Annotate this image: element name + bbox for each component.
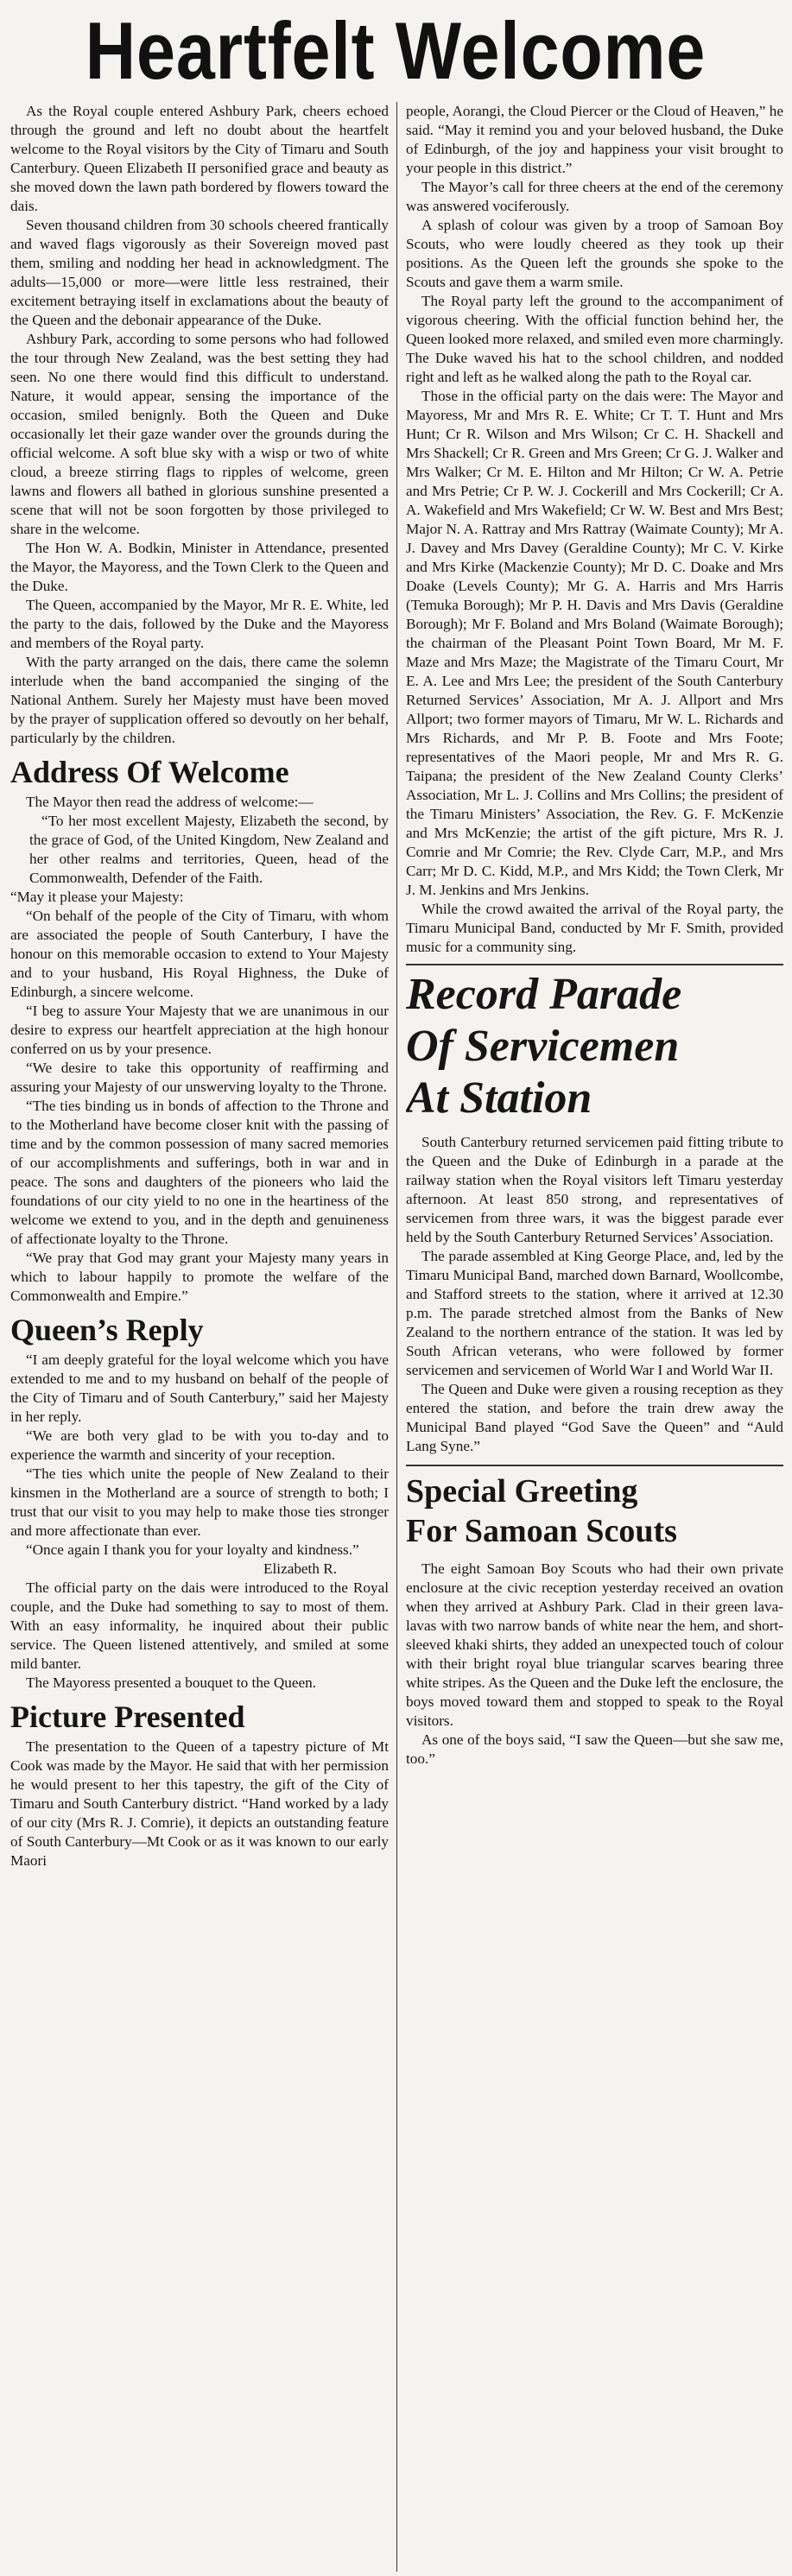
headline-line: At Station: [406, 1073, 592, 1123]
article-paragraph: The eight Samoan Boy Scouts who had their own private enclosure at the civic reception yesterday received an ovation when they arrived at Ashbury Park. Clad in their green lava-lavas with two narrow bands of white near the hem, and short-sleeved khaki shirts, they added an unexpected touch of colour with their bright royal blue triangular scarves bearing three white stripes. As the Queen and the Duke left the enclosure, the boys moved toward them and stopped to speak to the Royal visitors.: [406, 1560, 783, 1729]
reply-signature: Elizabeth R.: [263, 1560, 337, 1577]
subheading-picture: Picture Presented: [10, 1699, 245, 1734]
article-paragraph: The official party on the dais were introduced to the Royal couple, and the Duke had something to say to most of them. With an easy informality, he inquired about their public service. The Queen listened attentively, and smiled at some mild banter.: [10, 1579, 389, 1672]
article-paragraph: While the crowd awaited the arrival of the Royal party, the Timaru Municipal Band, conducted by Mr F. Smith, provided music for a community sing.: [406, 901, 783, 955]
address-paragraph: “On behalf of the people of the City of Timaru, with whom are associated the people of South Canterbury, I have the honour on this memorable occasion to extend to Your Majesty and to your husband, His Royal Highness, the Duke of Edinburgh, a sincere welcome.: [10, 908, 389, 1000]
column-divider: [396, 102, 397, 2572]
headline-record-parade: [406, 969, 783, 1124]
article-paragraph: A splash of colour was given by a troop of Samoan Boy Scouts, who were loudly cheered as they took up their positions. As the Queen left the grounds she spoke to the Scouts and gave them a warm smile.: [406, 217, 783, 290]
section-rule: [406, 1465, 783, 1466]
address-paragraph: “We desire to take this opportunity of reaffirming and assuring your Majesty of our unswerving loyalty to the Throne.: [10, 1060, 389, 1095]
subheading-reply: Queen’s Reply: [10, 1313, 204, 1347]
address-paragraph: “May it please your Majesty:: [10, 889, 184, 905]
article-paragraph: The Mayor’s call for three cheers at the end of the ceremony was answered vociferously.: [406, 179, 783, 214]
article-paragraph: The Royal party left the ground to the accompaniment of vigorous cheering. With the official function behind her, the Queen looked more relaxed, and smiled even more charmingly. The Duke waved his hat to the school children, and nodded right and left as he walked along the path to the Royal car.: [406, 293, 783, 385]
section-rule: [406, 964, 783, 965]
subheading-address: Address Of Welcome: [10, 755, 289, 789]
article-paragraph: South Canterbury returned servicemen paid fitting tribute to the Queen and the Duke of Edinburgh in a parade at the railway station when the Royal visitors left Timaru yesterday afternoon. At least 850 strong, and representatives of servicemen from three wars, it was the biggest parade ever held by the South Canterbury Returned Services’ Association.: [406, 1134, 783, 1245]
page-headline: Heartfelt Welcome: [85, 5, 706, 96]
article-paragraph: As the Royal couple entered Ashbury Park, cheers echoed through the ground and left no doubt about the heartfelt welcome to the Royal visitors by the City of Timaru and South Canterbury. Queen Elizabeth II personified grace and beauty as she moved down the lawn path bordered by flowers toward the dais.: [10, 103, 389, 214]
address-paragraph: “I beg to assure Your Majesty that we are unanimous in our desire to express our heartfelt appreciation at the high honour conferred on us by your presence.: [10, 1003, 389, 1057]
official-party-list: Those in the official party on the dais were: The Mayor and Mayoress, Mr and Mrs R. E. White; Cr T. T. Hunt and Mrs Hunt; Cr R. Wilson and Mrs Wilson; Cr C. H. Shackell and Mrs Shackell; Cr R. Green and Mrs Green; Cr G. J. Walker and Mrs Walker; Cr M. E. Hilton and Mr Hilton; Cr W. A. Petrie and Mrs Petrie; Cr P. W. J. Cockerill and Mrs Cockerill; Cr A. A. Wakefield and Mrs Wakefield; Cr W. W. Best and Mrs Best; Major N. A. Rattray and Mrs Rattray (Waimate County); Mr A. J. Davey and Mrs Davey (Geraldine County); Mr C. V. Kirke and Mrs Kirke (Mackenzie County); Mr D. C. Doake and Mrs Doake (Levels County); Mr G. A. Harris and Mrs Harris (Temuka Borough); Mr P. H. Davis and Mrs Davis (Geraldine Borough); Mr F. Boland and Mrs Boland (Waimate Borough); the chairman of the Pleasant Point Town Board, Mr M. F. Maze and Mrs Maze; the Magistrate of the Timaru Court, Mr E. A. Lee and Mrs Lee; the president of the South Canterbury Returned Services’ Association, Mr A. J. Allport and Mrs Allport; two former mayors of Timaru, Mr W. L. Richards and Mrs Richards, and Mr P. B. Foote and Mrs Foote; representatives of the Maori people, Mr and Mrs R. G. Taipana; the president of the New Zealand County Clerks’ Association, Mr L. J. Collins and Mrs Collins; the president of the Timaru Ministers’ Association, the Rev. G. F. McKenzie and Mrs McKenzie; the artist of the gift picture, Mrs R. J. Comrie and Mr Comrie; the Rev. Clyde Carr, M.P., and Mrs Carr; Mr D. C. Kidd, M.P., and Mrs Kidd; the Town Clerk, Mr J. M. Jenkins and Mrs Jenkins.: [406, 388, 783, 898]
headline-line: For Samoan Scouts: [406, 1513, 677, 1549]
address-paragraph: “We pray that God may grant your Majesty many years in which to labour happily to promote the welfare of the Commonwealth and Empire.”: [10, 1250, 389, 1304]
article-paragraph: The Hon W. A. Bodkin, Minister in Attendance, presented the Mayor, the Mayoress, and the Town Clerk to the Queen and the Duke.: [10, 540, 389, 594]
reply-paragraph: “The ties which unite the people of New Zealand to their kinsmen in the Motherland are a source of strength to both; I trust that our visit to you may help to make those ties stronger and more affectionate than ever.: [10, 1465, 389, 1539]
article-paragraph: The parade assembled at King George Place, and, led by the Timaru Municipal Band, marched down Barnard, Woollcombe, and Stafford streets to the station, where it arrived at 12.30 p.m. The parade stretched almost from the Banks of New Zealand to the northern entrance of the station. It was led by South African veterans, who were followed by former servicemen and servicemen of World War I and World War II.: [406, 1248, 783, 1378]
article-paragraph: people, Aorangi, the Cloud Piercer or the Cloud of Heaven,” he said. “May it remind you and your beloved husband, the Duke of Edinburgh, of the joy and happiness your visit brought to your people in this district.”: [406, 103, 783, 176]
reply-paragraph: “I am deeply grateful for the loyal welcome which you have extended to me and to my husband on behalf of the people of the City of Timaru and of South Canterbury,” said her Majesty in her reply.: [10, 1351, 389, 1425]
address-paragraph: “The ties binding us in bonds of affection to the Throne and to the Motherland have become closer knit with the passing of time and by the common possession of many sacred memories of our accomplishments and sufferings, both in war and in peace. The sons and daughters of the pioneers who laid the foundations of our city yield to no one in the heartiness of the welcome we extend to you, and in the depth and genuineness of affectionate loyalty to the Throne.: [10, 1098, 389, 1247]
reply-paragraph: “Once again I thank you for your loyalty and kindness.”: [26, 1541, 359, 1558]
address-paragraph: “To her most excellent Majesty, Elizabeth the second, by the grace of God, of the United Kingdom, New Zealand and her other realms and territories, Queen, head of the Commonwealth, Defender of the Faith.: [29, 813, 389, 886]
article-paragraph: The Queen, accompanied by the Mayor, Mr R. E. White, led the party to the dais, followed by the Duke and the Mayoress and members of the Royal party.: [10, 597, 389, 651]
right-column: [406, 102, 783, 2572]
headline-special-greeting: [406, 1472, 783, 1551]
article-paragraph: The Mayor then read the address of welcome:—: [26, 794, 314, 810]
article-paragraph: The Mayoress presented a bouquet to the Queen.: [26, 1674, 317, 1691]
article-paragraph: With the party arranged on the dais, there came the solemn interlude when the band accompanied the singing of the National Anthem. Surely her Majesty must have been moved by the prayer of supplication offered so devoutly on her behalf, particularly by the children.: [10, 654, 389, 746]
article-paragraph: Ashbury Park, according to some persons who had followed the tour through New Zealand, was the best setting they had seen. No one there would find this difficult to understand. Nature, it would appear, sensing the importance of the occasion, smiled benignly. Both the Queen and Duke occasionally let their gaze wander over the grounds during the official welcome. A soft blue sky with a wisp or two of white cloud, a breeze stirring flags to ripples of welcome, green lawns and flowers all bathed in glorious sunshine presented a scene that will not be soon forgotten by those privileged to share in the welcome.: [10, 331, 389, 537]
article-paragraph: The Queen and Duke were given a rousing reception as they entered the station, and before the train drew away the Municipal Band played “God Save the Queen” and “Auld Lang Syne.”: [406, 1381, 783, 1454]
headline-line: Record Parade: [406, 970, 682, 1019]
reply-paragraph: “We are both very glad to be with you to-day and to experience the warmth and sincerity of your reception.: [10, 1427, 389, 1463]
article-paragraph: The presentation to the Queen of a tapestry picture of Mt Cook was made by the Mayor. He said that with her permission he would present to her this tapestry, the gift of the City of Timaru and South Canterbury district. “Hand worked by a lady of our city (Mrs R. J. Comrie), it depicts an outstanding feature of South Canterbury—Mt Cook or as it was known to our early Maori: [10, 1738, 389, 1869]
headline-line: Special Greeting: [406, 1473, 638, 1510]
article-paragraph: Seven thousand children from 30 schools cheered frantically and waved flags vigorously as their Sovereign moved past them, smiling and nodding her head in acknowledgment. The adults—15,000 or more—were little less restrained, their excitement betraying itself in exclamations about the beauty of the Queen and the debonair appearance of the Duke.: [10, 217, 389, 328]
article-paragraph: As one of the boys said, “I saw the Queen—but she saw me, too.”: [406, 1731, 783, 1767]
left-column: [10, 102, 389, 2572]
headline-line: Of Servicemen: [406, 1022, 680, 1071]
